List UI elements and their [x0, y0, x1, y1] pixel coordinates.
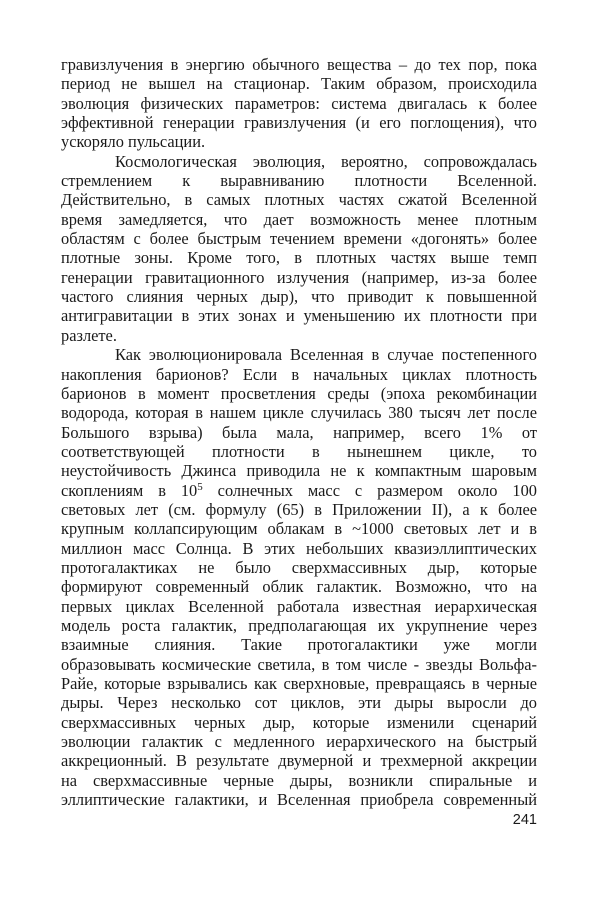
text-line: аккреционный. В результате двумерной и трехмерной аккреции	[61, 751, 537, 771]
text-line: крупным коллапсирующим облакам в ~1000 световых лет и в	[61, 519, 537, 539]
text-line: областям с более быстрым течением времени «догонять» более	[61, 229, 537, 249]
paragraph-1	[61, 55, 537, 152]
text-line: стремлением к выравниванию плотности Вселенной.	[61, 171, 537, 191]
page-number: 241	[512, 812, 537, 828]
text-line: Райе, которые взрывались как сверхновые, превращаясь в черные	[61, 674, 537, 693]
text-line: сверхмассивных черных дыр, которые изменили сценарий	[61, 712, 537, 732]
text-line: эффективной генерации гравизлучения (и его поглощения), что	[61, 113, 537, 133]
text-line: плотные зоны. Кроме того, в плотных частях выше темп	[61, 248, 537, 268]
text-line: эллиптические галактики, и Вселенная приобрела современный	[61, 790, 537, 810]
paragraph-3	[61, 345, 537, 809]
text-line: барионов в момент просветления среды (эпоха рекомбинации	[61, 383, 537, 403]
text-line: накопления барионов? Если в начальных циклах плотность	[61, 364, 537, 384]
text-line: миллион масс Солнца. В этих небольших квазиэллиптических	[61, 538, 537, 558]
text-line: водорода, которая в нашем цикле случилась 380 тысяч лет после	[61, 403, 537, 423]
paragraph-2	[61, 152, 537, 345]
text-line: период не вышел на стационар. Таким образом, происходила	[61, 74, 537, 94]
power-base: 10	[180, 480, 198, 500]
body-text	[61, 55, 537, 809]
text-line: гравизлучения в энергию обычного вещества – до тех пор, пока	[61, 55, 537, 74]
text-line: время замедляется, что дает возможность менее плотным	[61, 209, 537, 229]
text-line: частого слияния черных дыр), что приводит к повышенной	[61, 287, 537, 307]
text-line: дыры. Через несколько сот циклов, эти дыры выросли до	[61, 693, 537, 713]
text-fragment: скоплениям в	[61, 480, 181, 500]
text-line: протогалактиках не было сверхмассивных дыр, которые	[61, 557, 537, 577]
text-line: Действительно, в самых плотных частях сжатой Вселенной	[61, 190, 537, 210]
text-line: образовывать космические светила, в том числе - звезды Вольфа-	[61, 654, 537, 674]
text-line: эволюция физических параметров: система двигалась к более	[61, 93, 537, 113]
text-line: первых циклах Вселенной работала известная иерархическая	[61, 596, 537, 616]
text-line: разлете.	[61, 325, 117, 345]
text-line: Космологическая эволюция, вероятно, сопровождалась	[115, 151, 537, 171]
text-line: неустойчивость Джинса приводила не к компактным шаровым	[61, 461, 537, 481]
text-line: световых лет (см. формулу (65) в Приложении II), а к более	[61, 499, 537, 519]
text-line: Как эволюционировала Вселенная в случае постепенного	[115, 345, 537, 365]
text-line-with-superscript	[61, 481, 537, 500]
text-line: формируют современный облик галактик. Возможно, что на	[61, 577, 537, 597]
power-exponent: 5	[197, 480, 203, 493]
text-line: Большого взрыва) была мала, например, всего 1% от	[61, 422, 537, 442]
text-line: соответствующей плотности в нынешнем цикле, то	[61, 441, 537, 461]
text-line: генерации гравитационного излучения (например, из-за более	[61, 267, 537, 287]
text-line: взаимные слияния. Такие протогалактики уже могли	[61, 635, 537, 655]
text-line: ускоряло пульсации.	[61, 132, 206, 152]
text-line: на сверхмассивные черные дыры, возникли спиральные и	[61, 770, 537, 790]
text-line: эволюции галактик с медленного иерархического на быстрый	[61, 732, 537, 752]
text-fragment: солнечных масс с размером около 100	[202, 480, 537, 500]
text-line: модель роста галактик, предполагающая их укрупнение через	[61, 615, 537, 635]
text-line: антигравитации в этих зонах и уменьшению их плотности при	[61, 306, 537, 326]
